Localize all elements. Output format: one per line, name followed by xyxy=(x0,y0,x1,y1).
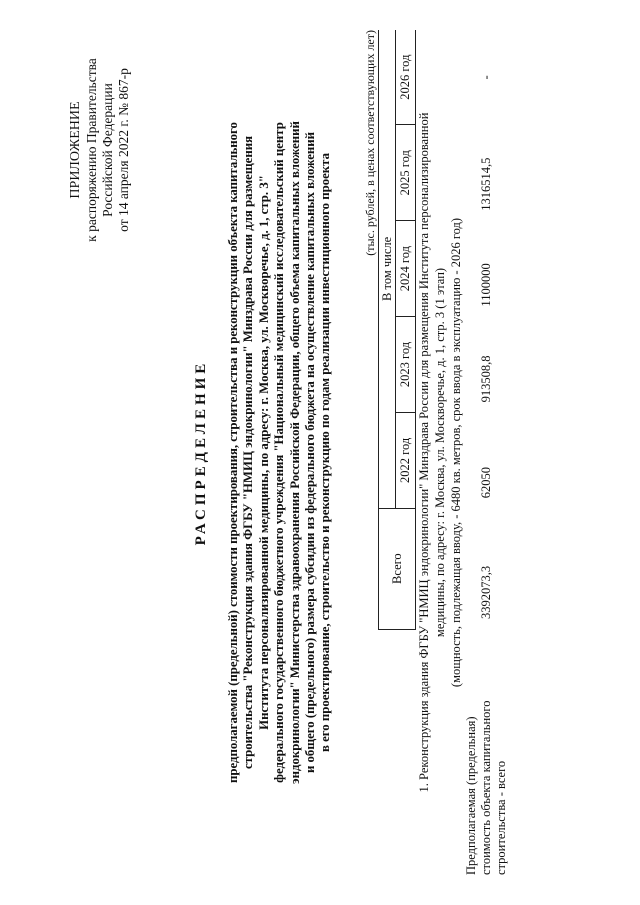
section-line: медицины, по адресу: г. Москва, ул. Москворечье, д. 1, стр. 3 (1 этап) xyxy=(433,267,447,638)
section-line: 1. Реконструкция здания ФГБУ "НМИЦ эндокринологии" Минздрава России для размещения Института персонализированной xyxy=(417,112,431,793)
document-heading: РАСПРЕДЕЛЕНИЕ xyxy=(193,359,209,546)
header-including: В том числе xyxy=(379,30,396,508)
row-label xyxy=(464,629,509,875)
appendix-block xyxy=(68,40,132,260)
appendix-line: от 14 апреля 2022 г. № 867-р xyxy=(116,68,131,232)
document-subtitle xyxy=(226,60,334,845)
subtitle-line: строительства "Реконструкция здания ФГБУ "НМИЦ эндокринологии" Минздрава России для размещения xyxy=(241,135,256,770)
header-year: 2026 год xyxy=(396,30,416,125)
header-year: 2024 год xyxy=(396,221,416,317)
row-value-2025: 1316514,5 xyxy=(479,157,493,211)
header-year: 2022 год xyxy=(396,412,416,508)
subtitle-line: в его проектирование, строительство и реконструкцию по годам реализации инвестиционного проекта xyxy=(318,152,333,753)
subtitle-line: Института персонализированной медицины, по адресу: г. Москва, ул. Москворечье, д. 1, стр. 3" xyxy=(256,175,271,730)
subtitle-line: эндокринологии" Министерства здравоохранения Российской Федерации, общего объема капитальных вложений xyxy=(287,121,302,784)
row-total: 3392073,3 xyxy=(479,565,493,620)
section-line: (мощность, подлежащая вводу, - 6480 кв. метров, срок ввода в эксплуатацию - 2026 год) xyxy=(449,217,463,688)
subtitle-line: предполагаемой (предельной) стоимости проектирования, строительства и реконструкции объекта капитального xyxy=(226,122,240,783)
header-total: Всего xyxy=(379,508,416,629)
row-label-line: Предполагаемая (предельная) xyxy=(464,716,478,875)
row-value-2023: 913508,8 xyxy=(479,355,493,403)
row-value-2022: 62050 xyxy=(479,466,493,499)
table-row xyxy=(464,30,509,875)
row-value-2026: - xyxy=(479,75,493,80)
row-label-line: стоимость объекта капитального xyxy=(479,700,493,875)
table-header-row xyxy=(379,30,396,875)
appendix-title: ПРИЛОЖЕНИЕ xyxy=(68,101,83,199)
appendix-line: к распоряжению Правительства xyxy=(84,58,99,242)
section-title xyxy=(416,30,465,875)
appendix-line: Российской Федерации xyxy=(100,83,115,217)
subtitle-line: федерального государственного бюджетного учреждения "Национальный медицинский исследовательский центр xyxy=(272,122,287,783)
subtitle-line: и общего (предельного) размера субсидии из федерального бюджета на осуществление капитальных вложений xyxy=(303,131,318,774)
row-value-2024: 1100000 xyxy=(479,263,493,307)
header-year: 2023 год xyxy=(396,317,416,413)
header-year: 2025 год xyxy=(396,125,416,221)
distribution-table xyxy=(378,30,509,875)
table-section-row xyxy=(416,30,465,875)
row-label-line: строительства - всего xyxy=(494,760,508,875)
units-note: (тыс. рублей, в ценах соответствующих лет) xyxy=(363,30,377,256)
